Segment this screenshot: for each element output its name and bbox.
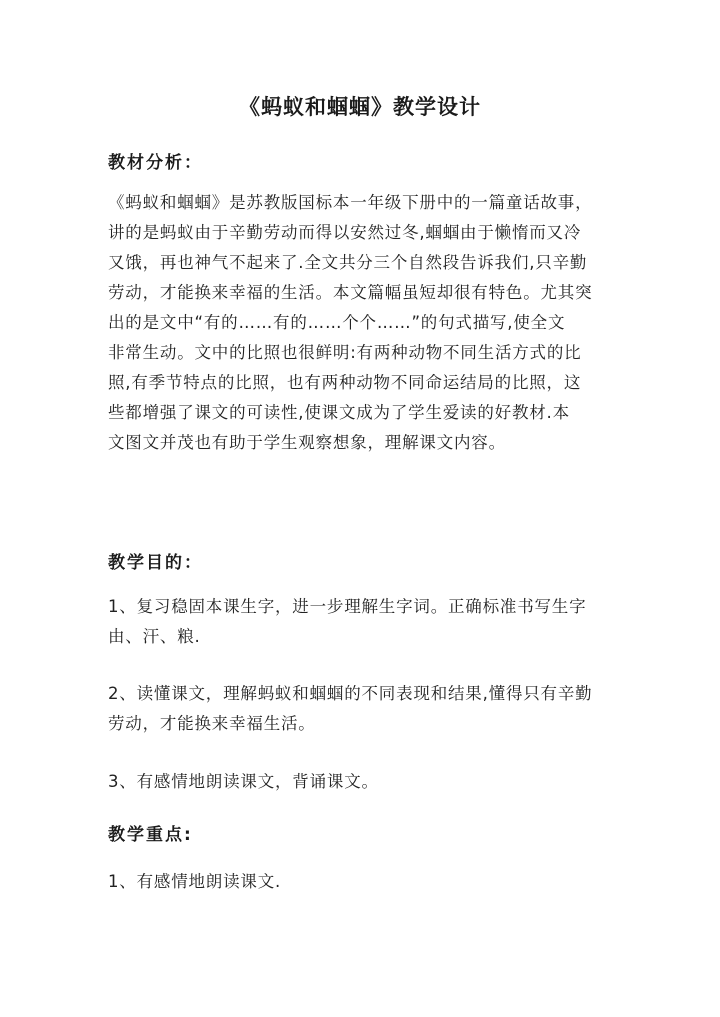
section-heading-analysis: 教材分析： <box>108 153 203 173</box>
paragraph-line: 劳动，才能换来幸福的生活。本文篇幅虽短却很有特色。尤其突 <box>108 283 593 302</box>
item-line: 1、复习稳固本课生字，进一步理解生字词。正确标准书写生字 <box>108 597 587 616</box>
section-heading-goals: 教学目的： <box>108 553 203 573</box>
item-line: 劳动，才能换来幸福生活。 <box>108 714 316 733</box>
analysis-paragraph <box>108 188 612 458</box>
paragraph-line: 非常生动。文中的比照也很鲜明:有两种动物不同生活方式的比 <box>108 343 582 362</box>
paragraph-line: 讲的是蚂蚁由于辛勤劳动而得以安然过冬,蝈蝈由于懒惰而又冷 <box>108 223 582 242</box>
item-line: 1、有感情地朗读课文. <box>108 872 282 891</box>
goal-item-2 <box>108 679 612 739</box>
paragraph-line: 照,有季节特点的比照，也有两种动物不同命运结局的比照，这 <box>108 373 582 392</box>
document-title: 《蚂蚁和蝈蝈》教学设计 <box>239 94 481 119</box>
section-heading-focus: 教学重点: <box>108 825 193 845</box>
item-line: 2、读懂课文，理解蚂蚁和蝈蝈的不同表现和结果,懂得只有辛勤 <box>108 684 593 703</box>
paragraph-line: 出的是文中“有的……有的……个个……”的句式描写,使全文 <box>108 313 566 332</box>
paragraph-line: 又饿，再也神气不起来了.全文共分三个自然段告诉我们,只辛勤 <box>108 253 588 272</box>
focus-item-1 <box>108 867 612 897</box>
item-line: 由、汗、粮. <box>108 627 201 646</box>
paragraph-line: 文图文并茂也有助于学生观察想象，理解课文内容。 <box>108 433 506 452</box>
goal-item-1 <box>108 592 612 652</box>
goal-item-3 <box>108 767 612 797</box>
paragraph-line: 《蚂蚁和蝈蝈》是苏教版国标本一年级下册中的一篇童话故事， <box>108 193 593 212</box>
item-line: 3、有感情地朗读课文，背诵课文。 <box>108 772 379 791</box>
paragraph-line: 些都增强了课文的可读性,使课文成为了学生爱读的好教材.本 <box>108 403 570 422</box>
